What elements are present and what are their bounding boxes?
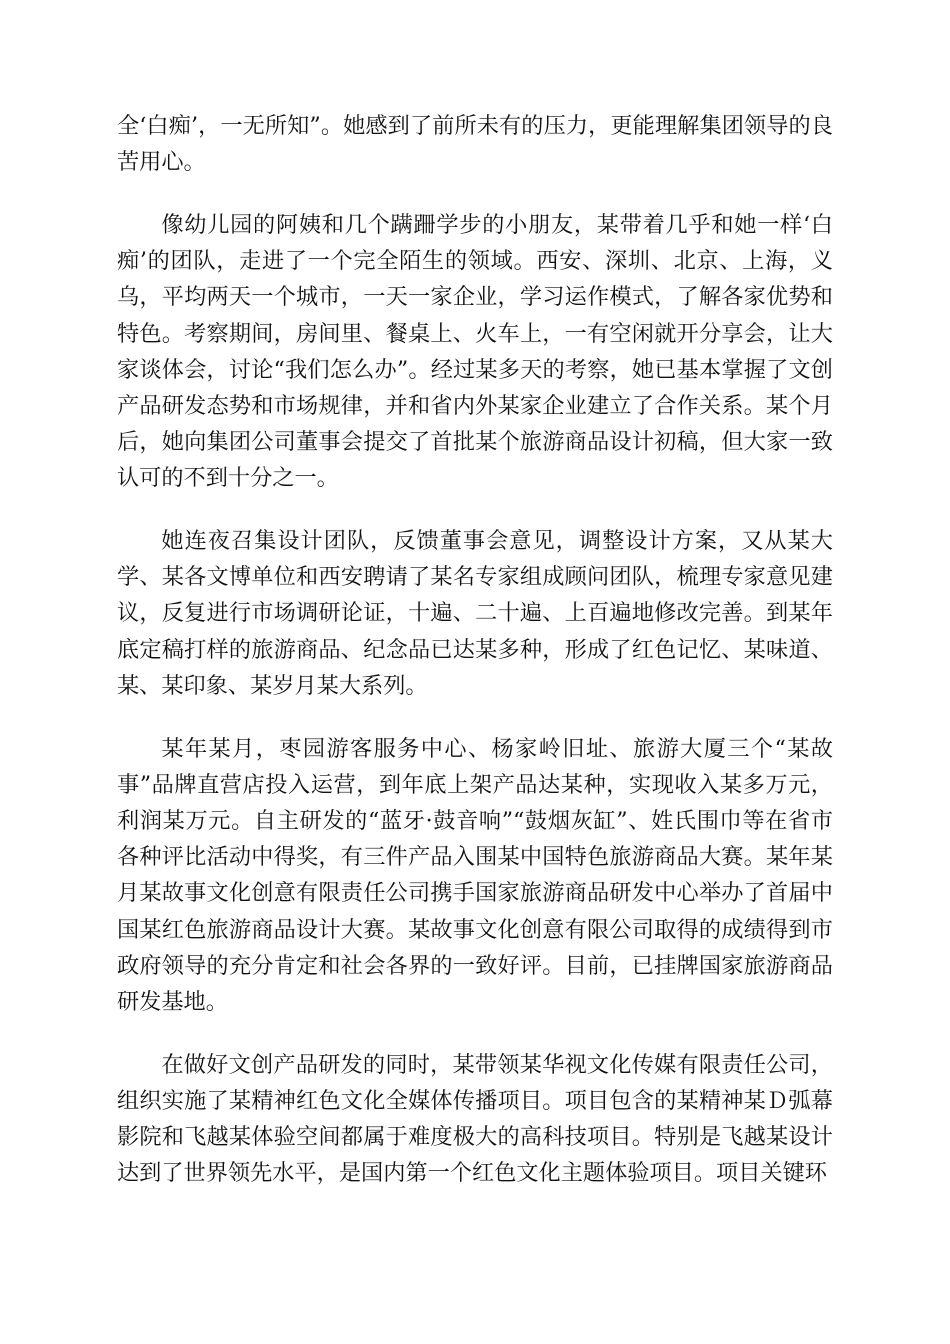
document-body	[117, 108, 833, 1218]
paragraph-2: 像幼儿园的阿姨和几个蹒跚学步的小朋友，某带着几乎和她一样‘白痴’的团队，走进了一个完全陌生的领域。西安、深圳、北京、上海，义乌，平均两天一个城市，一天一家企业，学习运作模式，了解各家优势和特色。考察期间，房间里、餐桌上、火车上，一有空闲就开分享会，让大家谈体会，讨论“我们怎么办”。经过某多天的考察，她已基本掌握了文创产品研发态势和市场规律，并和省内外某家企业建立了合作关系。某个月后，她向集团公司董事会提交了首批某个旅游商品设计初稿，但大家一致认可的不到十分之一。	[117, 211, 833, 492]
paragraph-4: 某年某月，枣园游客服务中心、杨家岭旧址、旅游大厦三个“某故事”品牌直营店投入运营，到年底上架产品达某种，实现收入某多万元，利润某万元。自主研发的“蓝牙·鼓音响”“鼓烟灰缸”、姓氏围巾等在省市各种评比活动中得奖，有三件产品入围某中国特色旅游商品大赛。某年某月某故事文化创意有限责任公司携手国家旅游商品研发中心举办了首届中国某红色旅游商品设计大赛。某故事文化创意有限公司取得的成绩得到市政府领导的充分肯定和社会各界的一致好评。目前，已挂牌国家旅游商品研发基地。	[117, 735, 833, 1015]
paragraph-5: 在做好文创产品研发的同时，某带领某华视文化传媒有限责任公司，组织实施了某精神红色文化全媒体传播项目。项目包含的某精神某Ｄ弧幕影院和飞越某体验空间都属于难度极大的高科技项目。特别是飞越某设计达到了世界领先水平，是国内第一个红色文化主题体验项目。项目关键环	[117, 1051, 833, 1187]
paragraph-1: 全‘白痴’，一无所知”。她感到了前所未有的压力，更能理解集团领导的良苦用心。	[117, 113, 833, 176]
paragraph-3: 她连夜召集设计团队，反馈董事会意见，调整设计方案，又从某大学、某各文博单位和西安聘请了某名专家组成顾问团队，梳理专家意见建议，反复进行市场调研论证，十遍、二十遍、上百遍地修改完善。到某年底定稿打样的旅游商品、纪念品已达某多种，形成了红色记忆、某味道、某、某印象、某岁月某大系列。	[117, 528, 833, 699]
